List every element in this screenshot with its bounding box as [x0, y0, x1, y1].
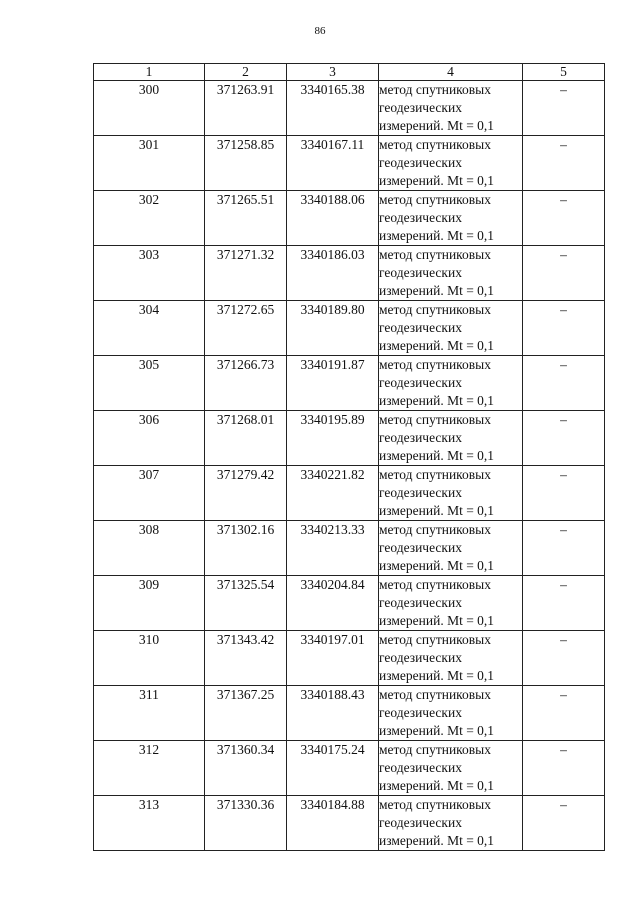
x-coordinate-cell: 371330.36	[205, 796, 287, 851]
point-number-cell: 303	[94, 246, 205, 301]
method-line-2: геодезических	[379, 320, 462, 335]
point-number-cell: 310	[94, 631, 205, 686]
method-cell	[379, 356, 523, 411]
header-row	[94, 64, 605, 81]
table-row	[94, 301, 605, 356]
x-coordinate-cell: 371343.42	[205, 631, 287, 686]
method-line-1: метод спутниковых	[379, 687, 491, 702]
method-line-3: измерений. Mt = 0,1	[379, 228, 495, 243]
x-coordinate-cell: 371271.32	[205, 246, 287, 301]
method-line-1: метод спутниковых	[379, 522, 491, 537]
method-line-2: геодезических	[379, 375, 462, 390]
y-coordinate-cell: 3340191.87	[287, 356, 379, 411]
method-cell	[379, 521, 523, 576]
table-row	[94, 796, 605, 851]
method-line-2: геодезических	[379, 540, 462, 555]
method-line-2: геодезических	[379, 210, 462, 225]
table-row	[94, 686, 605, 741]
method-line-1: метод спутниковых	[379, 137, 491, 152]
y-coordinate-cell: 3340184.88	[287, 796, 379, 851]
column-header-2: 2	[205, 64, 287, 81]
method-line-3: измерений. Mt = 0,1	[379, 778, 495, 793]
x-coordinate-cell: 371279.42	[205, 466, 287, 521]
table-row	[94, 411, 605, 466]
column-5-cell: –	[523, 136, 605, 191]
y-coordinate-cell: 3340221.82	[287, 466, 379, 521]
method-line-2: геодезических	[379, 815, 462, 830]
point-number-cell: 311	[94, 686, 205, 741]
x-coordinate-cell: 371265.51	[205, 191, 287, 246]
method-line-2: геодезических	[379, 155, 462, 170]
table-row	[94, 246, 605, 301]
x-coordinate-cell: 371360.34	[205, 741, 287, 796]
method-line-2: геодезических	[379, 265, 462, 280]
point-number-cell: 301	[94, 136, 205, 191]
column-5-cell: –	[523, 796, 605, 851]
column-5-cell: –	[523, 301, 605, 356]
method-line-2: геодезических	[379, 705, 462, 720]
point-number-cell: 309	[94, 576, 205, 631]
method-line-1: метод спутниковых	[379, 412, 491, 427]
column-5-cell: –	[523, 356, 605, 411]
page-number: 86	[314, 25, 326, 37]
column-5-cell: –	[523, 191, 605, 246]
x-coordinate-cell: 371302.16	[205, 521, 287, 576]
method-cell	[379, 411, 523, 466]
table-row	[94, 191, 605, 246]
method-line-2: геодезических	[379, 100, 462, 115]
method-line-3: измерений. Mt = 0,1	[379, 118, 495, 133]
point-number-cell: 313	[94, 796, 205, 851]
method-cell	[379, 466, 523, 521]
method-line-3: измерений. Mt = 0,1	[379, 613, 495, 628]
method-line-3: измерений. Mt = 0,1	[379, 283, 495, 298]
method-line-1: метод спутниковых	[379, 577, 491, 592]
y-coordinate-cell: 3340167.11	[287, 136, 379, 191]
method-line-3: измерений. Mt = 0,1	[379, 503, 495, 518]
method-line-3: измерений. Mt = 0,1	[379, 173, 495, 188]
coordinates-table	[93, 63, 605, 851]
method-cell	[379, 631, 523, 686]
method-cell	[379, 81, 523, 136]
method-line-3: измерений. Mt = 0,1	[379, 338, 495, 353]
method-line-2: геодезических	[379, 430, 462, 445]
method-line-3: измерений. Mt = 0,1	[379, 558, 495, 573]
y-coordinate-cell: 3340204.84	[287, 576, 379, 631]
point-number-cell: 312	[94, 741, 205, 796]
column-header-3: 3	[287, 64, 379, 81]
method-line-3: измерений. Mt = 0,1	[379, 668, 495, 683]
point-number-cell: 300	[94, 81, 205, 136]
x-coordinate-cell: 371272.65	[205, 301, 287, 356]
table-row	[94, 466, 605, 521]
point-number-cell: 304	[94, 301, 205, 356]
x-coordinate-cell: 371367.25	[205, 686, 287, 741]
table-row	[94, 521, 605, 576]
table-body	[94, 81, 605, 851]
column-5-cell: –	[523, 246, 605, 301]
x-coordinate-cell: 371266.73	[205, 356, 287, 411]
x-coordinate-cell: 371263.91	[205, 81, 287, 136]
column-header-5: 5	[523, 64, 605, 81]
y-coordinate-cell: 3340188.43	[287, 686, 379, 741]
column-5-cell: –	[523, 741, 605, 796]
point-number-cell: 307	[94, 466, 205, 521]
column-5-cell: –	[523, 411, 605, 466]
method-cell	[379, 301, 523, 356]
y-coordinate-cell: 3340195.89	[287, 411, 379, 466]
table-row	[94, 136, 605, 191]
column-5-cell: –	[523, 466, 605, 521]
method-line-1: метод спутниковых	[379, 797, 491, 812]
y-coordinate-cell: 3340175.24	[287, 741, 379, 796]
table-row	[94, 741, 605, 796]
column-5-cell: –	[523, 576, 605, 631]
column-5-cell: –	[523, 631, 605, 686]
table-row	[94, 81, 605, 136]
method-line-2: геодезических	[379, 595, 462, 610]
method-line-2: геодезических	[379, 485, 462, 500]
method-line-1: метод спутниковых	[379, 302, 491, 317]
method-cell	[379, 191, 523, 246]
column-header-4: 4	[379, 64, 523, 81]
method-line-1: метод спутниковых	[379, 467, 491, 482]
method-line-3: измерений. Mt = 0,1	[379, 833, 495, 848]
column-5-cell: –	[523, 521, 605, 576]
method-line-2: геодезических	[379, 650, 462, 665]
method-line-1: метод спутниковых	[379, 357, 491, 372]
method-cell	[379, 741, 523, 796]
method-cell	[379, 686, 523, 741]
method-line-3: измерений. Mt = 0,1	[379, 448, 495, 463]
method-cell	[379, 576, 523, 631]
method-line-1: метод спутниковых	[379, 82, 491, 97]
method-cell	[379, 246, 523, 301]
y-coordinate-cell: 3340197.01	[287, 631, 379, 686]
point-number-cell: 306	[94, 411, 205, 466]
column-header-1: 1	[94, 64, 205, 81]
method-cell	[379, 796, 523, 851]
method-line-3: измерений. Mt = 0,1	[379, 393, 495, 408]
point-number-cell: 302	[94, 191, 205, 246]
y-coordinate-cell: 3340188.06	[287, 191, 379, 246]
x-coordinate-cell: 371325.54	[205, 576, 287, 631]
point-number-cell: 308	[94, 521, 205, 576]
point-number-cell: 305	[94, 356, 205, 411]
method-line-1: метод спутниковых	[379, 632, 491, 647]
method-line-1: метод спутниковых	[379, 192, 491, 207]
method-line-2: геодезических	[379, 760, 462, 775]
table-row	[94, 356, 605, 411]
column-5-cell: –	[523, 686, 605, 741]
column-5-cell: –	[523, 81, 605, 136]
x-coordinate-cell: 371258.85	[205, 136, 287, 191]
y-coordinate-cell: 3340213.33	[287, 521, 379, 576]
method-line-3: измерений. Mt = 0,1	[379, 723, 495, 738]
y-coordinate-cell: 3340186.03	[287, 246, 379, 301]
method-cell	[379, 136, 523, 191]
method-line-1: метод спутниковых	[379, 742, 491, 757]
method-line-1: метод спутниковых	[379, 247, 491, 262]
y-coordinate-cell: 3340189.80	[287, 301, 379, 356]
table-row	[94, 576, 605, 631]
table-row	[94, 631, 605, 686]
y-coordinate-cell: 3340165.38	[287, 81, 379, 136]
x-coordinate-cell: 371268.01	[205, 411, 287, 466]
